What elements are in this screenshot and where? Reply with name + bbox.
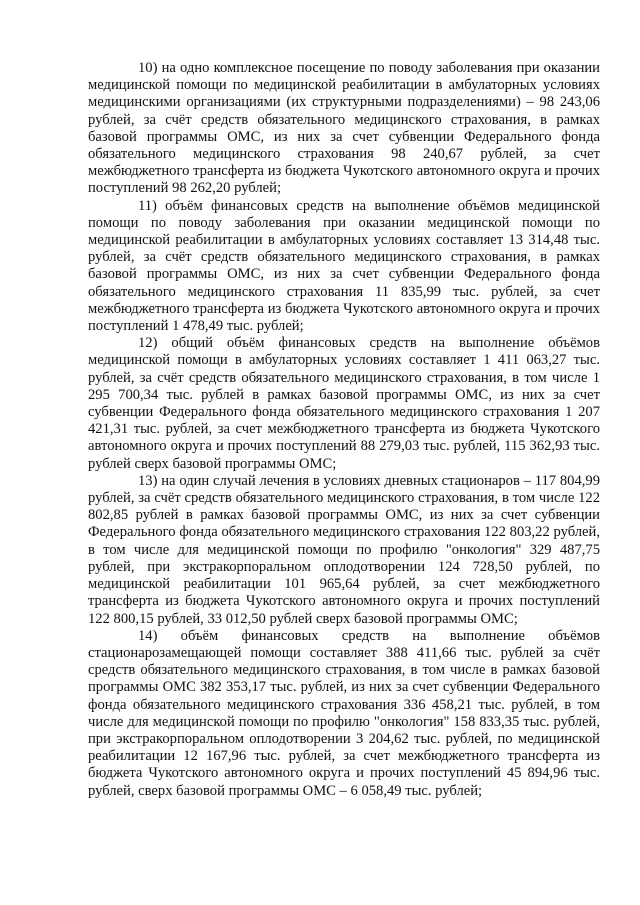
paragraph-item-14: 14) объём финансовых средств на выполнение объёмов стационарозамещающей помощи составляет 388 411,66 тыс. рублей за счёт средств обязательного медицинского страхования, в том числе в рамках базовой программы ОМС 382 353,17 тыс. рублей, из них за счет субвенции Федерального фонда обязательного медицинского страхования 336 458,21 тыс. рублей, в том числе для медицинской помощи по профилю "онкология" 158 833,35 тыс. рублей, при экстракорпоральном оплодотворении 3 204,62 тыс. рублей, по медицинской реабилитации 12 167,96 тыс. рублей, за счет межбюджетного трансферта из бюджета Чукотского автономного округа и прочих поступлений 45 894,96 тыс. рублей, сверх базовой программы ОМС – 6 058,49 тыс. рублей; — [88, 627, 600, 799]
paragraph-item-12: 12) общий объём финансовых средств на выполнение объёмов медицинской помощи в амбулаторных условиях составляет 1 411 063,27 тыс. рублей, за счёт средств обязательного медицинского страхования, в том числе 1 295 700,34 тыс. рублей в рамках базовой программы ОМС, из них за счет субвенции Федерального фонда обязательного медицинского страхования 1 207 421,31 тыс. рублей, за счет межбюджетного трансферта из бюджета Чукотского автономного округа и прочих поступлений 88 279,03 тыс. рублей, 115 362,93 тыс. рублей сверх базовой программы ОМС; — [88, 335, 600, 472]
paragraph-item-11: 11) объём финансовых средств на выполнение объёмов медицинской помощи по поводу заболевания при оказании медицинской помощи по медицинской реабилитации в амбулаторных условиях составляет 13 314,48 тыс. рублей, за счёт средств обязательного медицинского страхования, в рамках базовой программы ОМС, из них за счет субвенции Федерального фонда обязательного медицинского страхования 11 835,99 тыс. рублей, за счет межбюджетного трансферта из бюджета Чукотского автономного округа и прочих поступлений 1 478,49 тыс. рублей; — [88, 197, 600, 335]
paragraph-item-10: 10) на одно комплексное посещение по поводу заболевания при оказании медицинской помощи по медицинской реабилитации в амбулаторных условиях медицинскими организациями (их структурными подразделениями) – 98 243,06 рублей, за счёт средств обязательного медицинского страхования, в рамках базовой программы ОМС, из них за счет субвенции Федерального фонда обязательного медицинского страхования 98 240,67 рублей, за счет межбюджетного трансферта из бюджета Чукотского автономного округа и прочих поступлений 98 262,20 рублей; — [88, 60, 600, 197]
paragraph-item-13: 13) на один случай лечения в условиях дневных стационаров – 117 804,99 рублей, за счёт средств обязательного медицинского страхования, в том числе 122 802,85 рублей в рамках базовой программы ОМС, из них за счет субвенции Федерального фонда обязательного медицинского страхования 122 803,22 рублей, в том числе для медицинской помощи по профилю "онкология" 329 487,75 рублей, при экстракорпоральном оплодотворении 124 728,50 рублей, по медицинской реабилитации 101 965,64 рублей, за счет межбюджетного трансферта из бюджета Чукотского автономного округа и прочих поступлений 122 800,15 рублей, 33 012,50 рублей сверх базовой программы ОМС; — [88, 472, 600, 627]
document-page — [88, 60, 600, 800]
